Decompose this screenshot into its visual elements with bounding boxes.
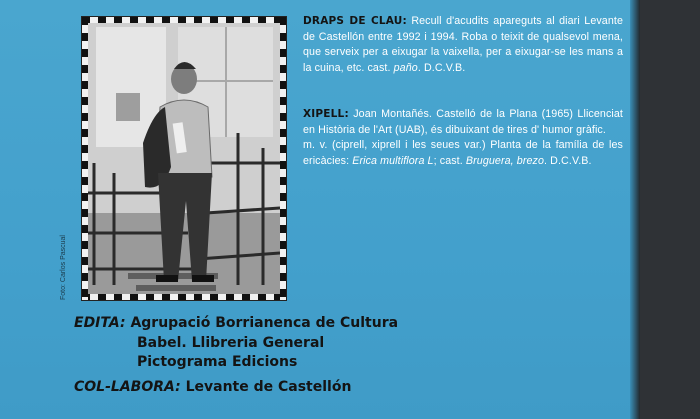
author-photo-illustration [88,23,280,294]
entry-definition-tail: . D.C.V.B. [417,61,466,74]
entry-definition-italic-2: Bruguera, brezo [465,154,545,167]
entry-definition: Joan Montañés. Castelló de la Plana (1965) Llicenciat en Història de l'Art (UAB), és dibuixant de tires d' humor gràfic. [303,108,623,136]
entry-definition-italic: paño [393,61,418,74]
entry-definition: Recull d'acudits apareguts al diari Levante de Castellón entre 1992 i 1994. Roba o teixit de qualsevol mena, que serveix per a eixugar la vaixella, per a eixugar-se les mans a la cuina, etc. cast. [303,15,624,74]
colabora-line [74,378,534,398]
publisher-credits [74,314,534,397]
colabora-label: COL-LABORA: [74,378,181,395]
entry-term: XIPELL: [303,108,349,120]
entry-definition-mid: ; cast. [433,154,466,167]
edita-publisher-3: Pictograma Edicions [137,354,298,370]
entry-draps-de-clau [303,14,623,76]
colabora-value: Levante de Castellón [185,378,352,395]
edita-publisher-2: Babel. Llibreria General [137,334,325,351]
entry-term: DRAPS DE CLAU: [303,15,407,27]
edita-line-1 [74,314,534,334]
entry-xipell [303,107,623,169]
entry-definition-italic: Erica multiflora L [352,154,434,167]
entry-definition-botanical: m. v. (ciprell, xiprell i les seues var.) Planta de la família de les ericàcies: [303,139,623,167]
book-spine-edge [630,0,640,419]
entry-definition-tail: . D.C.V.B. [544,154,592,167]
author-photo-frame [82,17,286,300]
photo-credit: Foto: Carlos Pascual [60,235,67,300]
edita-publisher-1: Agrupació Borrianenca de Cultura [130,315,399,331]
edita-label: EDITA: [74,315,126,331]
author-photo [88,23,280,294]
